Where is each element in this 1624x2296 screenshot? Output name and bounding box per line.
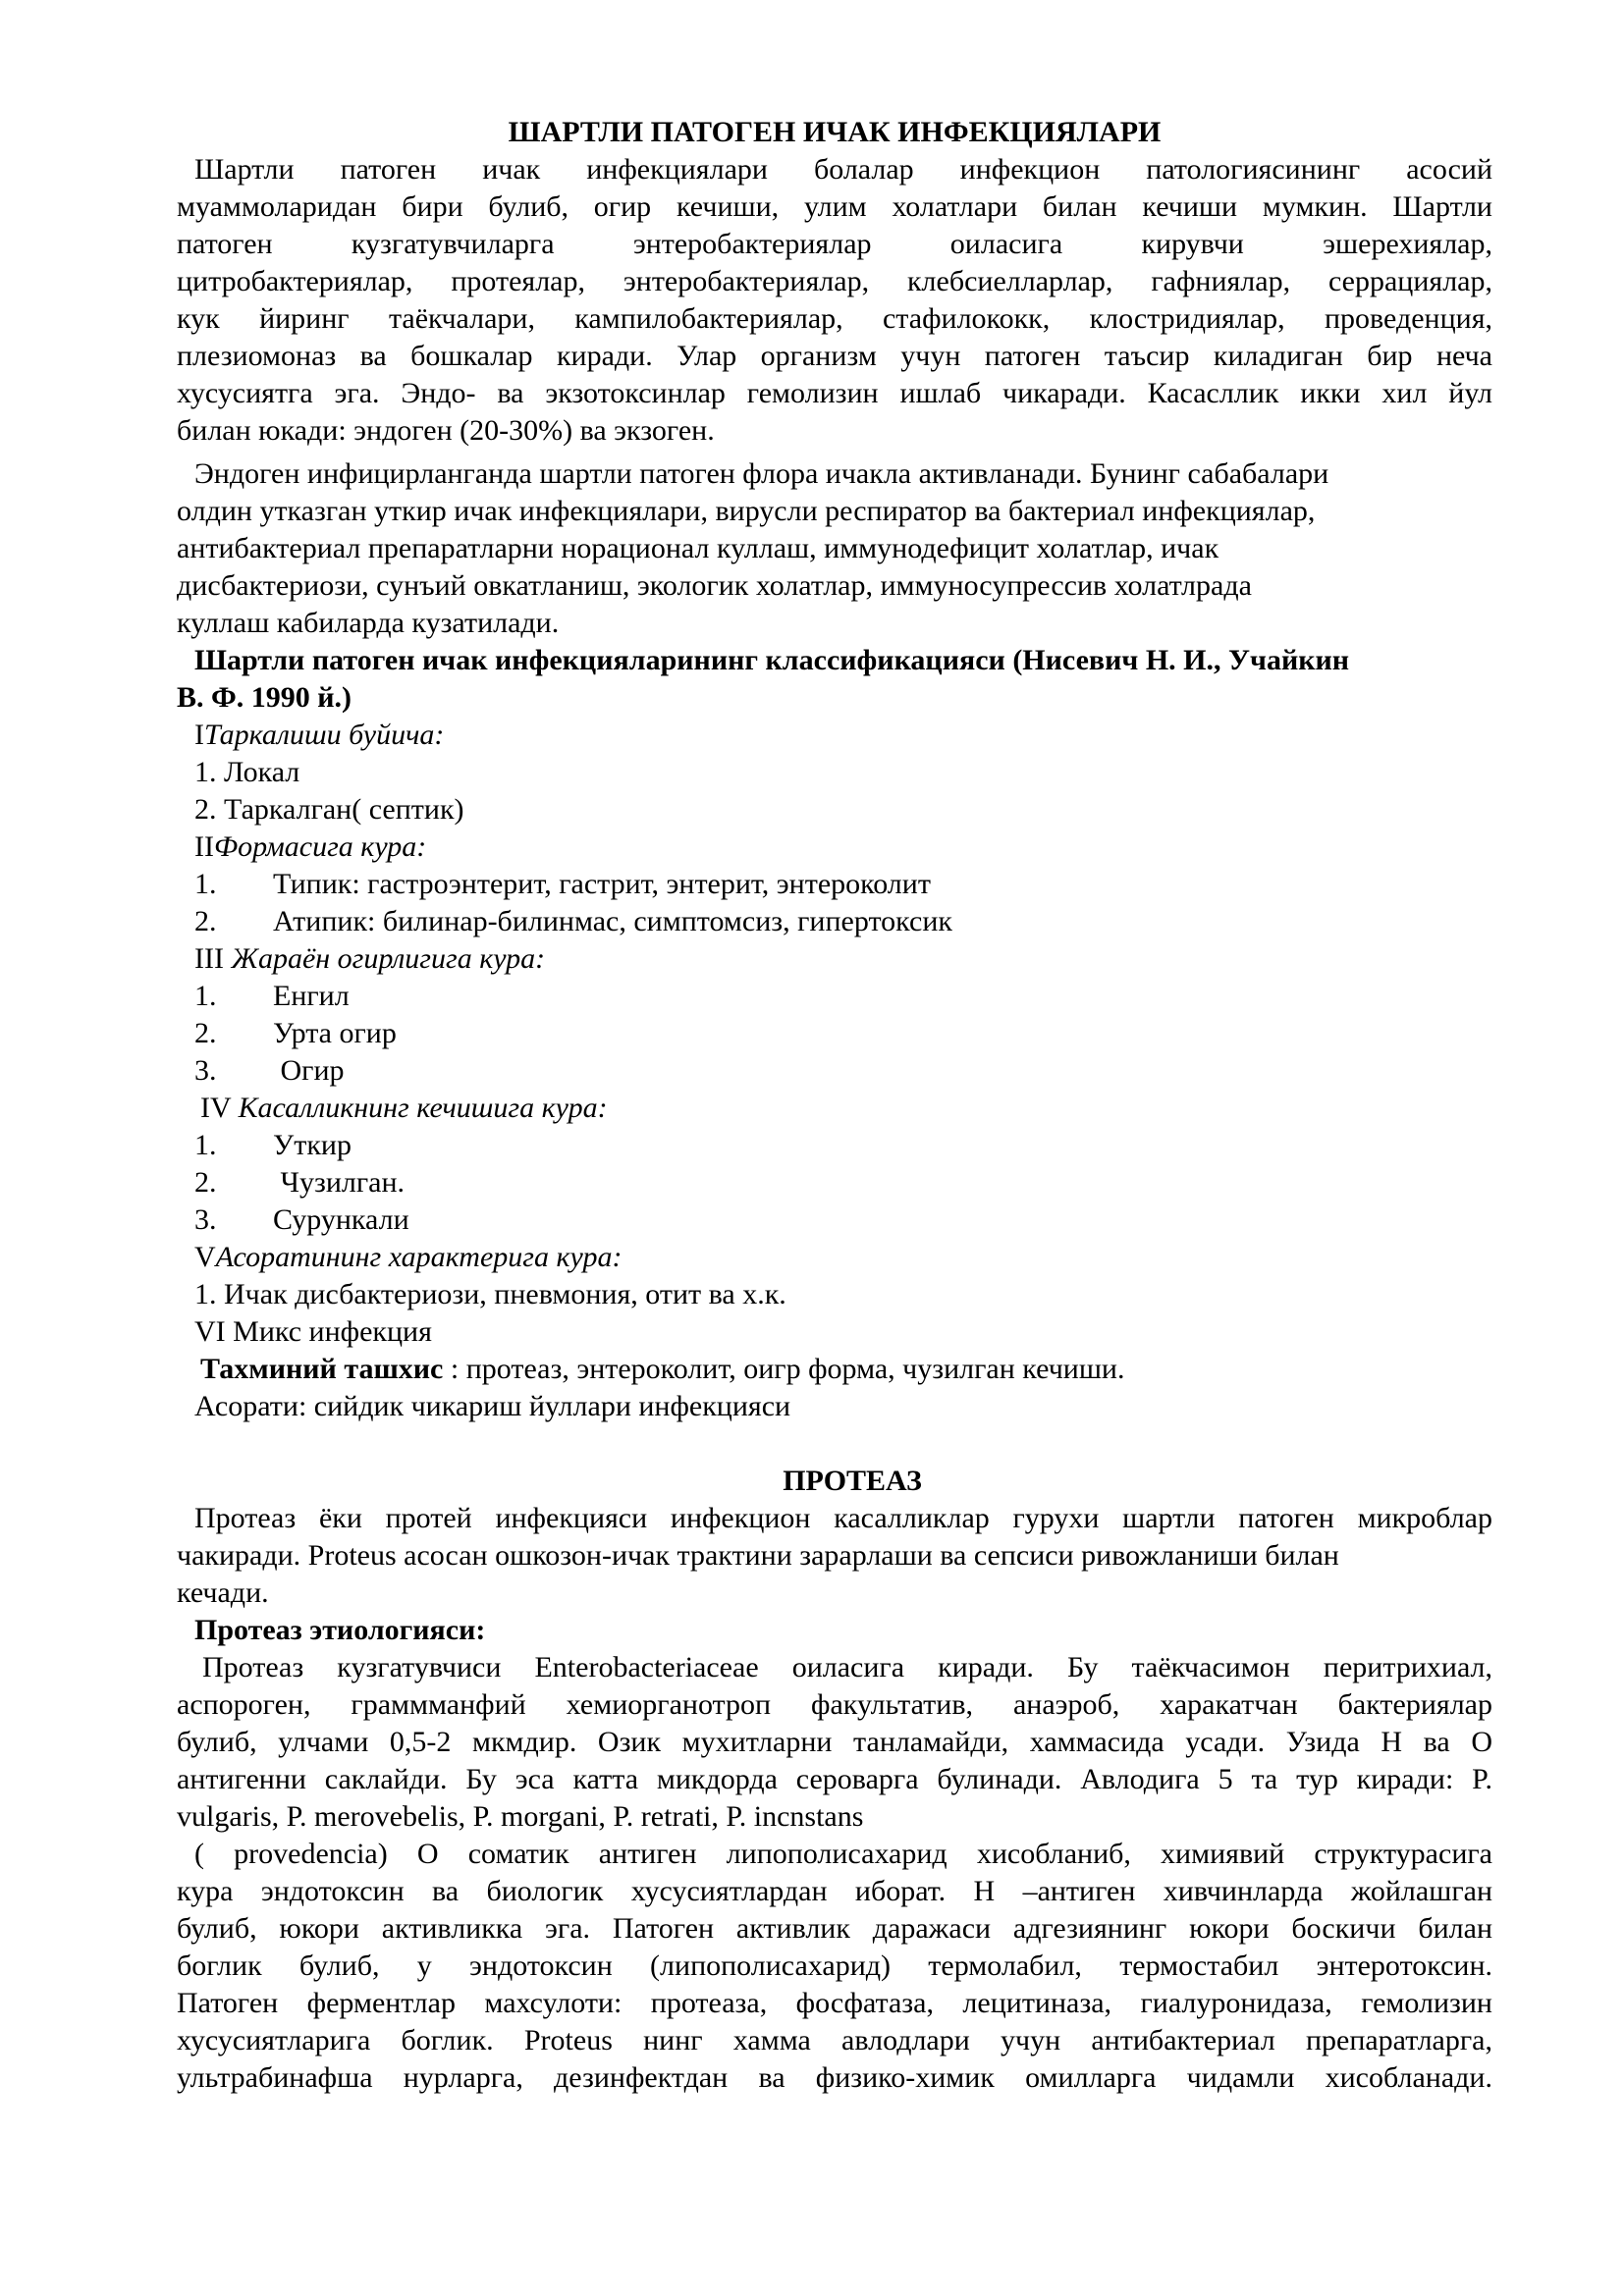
section-title: ПРОТЕАЗ	[783, 1465, 922, 1497]
paragraph-line: патоген кузгатувчиларга энтеробактериялар оиласига кирувчи эшерехиялар,	[177, 228, 1492, 260]
classification-group-heading: VАсоратининг характерига кура:	[194, 1241, 623, 1273]
paragraph-line: vulgaris, P. merovebelis, P. morgani, P. retrati, P. incnstans	[177, 1800, 864, 1833]
list-item: 2. Таркалган( септик)	[194, 793, 464, 826]
classification-heading: В. Ф. 1990 й.)	[177, 681, 352, 714]
section-title: ШАРТЛИ ПАТОГЕН ИЧАК ИНФЕКЦИЯЛАРИ	[508, 116, 1162, 148]
list-item: 1. Локал	[194, 756, 300, 788]
list-item: 1. Типик: гастроэнтерит, гастрит, энтерит, энтероколит	[194, 868, 931, 900]
list-item: 2. Чузилган.	[194, 1166, 406, 1199]
list-item: 2. Атипик: билинар-билинмас, симптомсиз, гипертоксик	[194, 905, 952, 937]
paragraph-line: дисбактериози, сунъий овкатланиш, экологик холатлар, иммуносупрессив холатлрада	[177, 569, 1252, 602]
list-item: 1. Уткир	[194, 1129, 352, 1161]
etiology-heading: Протеаз этиологияси:	[194, 1614, 486, 1646]
classification-group-heading: IIФормасига кура:	[194, 830, 427, 863]
paragraph-line: Протеаз кузгатувчиси Enterobacteriaceae оиласига киради. Бу таёкчасимон перитрихиал,	[202, 1651, 1492, 1683]
list-item: 3. Сурункали	[194, 1203, 409, 1236]
paragraph-line: ( provedencia) O соматик антиген липополисахарид хисобланиб, химиявий структурасига	[194, 1838, 1492, 1870]
paragraph-line: боглик булиб, у эндотоксин (липополисахарид) термолабил, термостабил энтеротоксин.	[177, 1949, 1492, 1982]
paragraph-line: Протеаз ёки протей инфекцияси инфекцион касалликлар гурухи шартли патоген микроблар	[194, 1502, 1492, 1534]
paragraph-line: цитробактериялар, протеялар, энтеробактериялар, клебсиелларлар, гафниялар, серрациялар,	[177, 265, 1492, 297]
paragraph-line: кечади.	[177, 1576, 269, 1609]
complication-line: Асорати: сийдик чикариш йуллари инфекцияси	[194, 1390, 791, 1422]
list-item: 3. Огир	[194, 1054, 345, 1087]
paragraph-line: олдин утказган уткир ичак инфекциялари, вирусли респиратор ва бактериал инфекциялар,	[177, 495, 1316, 527]
paragraph-line: муаммоларидан бири булиб, огир кечиши, улим холатлари билан кечиши мумкин. Шартли	[177, 190, 1492, 223]
paragraph-line: аспороген, граммманфий хемиорганотроп факультатив, анаэроб, харакатчан бактериялар	[177, 1688, 1492, 1721]
paragraph-line: плезиомоназ ва бошкалар киради. Улар организм учун патоген таъсир киладиган бир неча	[177, 340, 1492, 372]
paragraph-line: Эндоген инфицирланганда шартли патоген флора ичакла активланади. Бунинг сабабалари	[194, 457, 1329, 490]
paragraph-line: чакиради. Proteus асосан ошкозон-ичак трактини зарарлаши ва сепсиси ривожланиши билан	[177, 1539, 1339, 1572]
diagnosis-line: Тахминий ташхис : протеаз, энтероколит, оигр форма, чузилган кечиши.	[200, 1353, 1125, 1385]
classification-group-heading: III Жараён огирлигига кура:	[194, 942, 546, 975]
classification-group-heading: IТаркалиши буйича:	[194, 719, 445, 751]
paragraph-line: булиб, улчами 0,5-2 мкмдир. Озик мухитларни танламайди, хаммасида усади. Узида Н ва О	[177, 1726, 1492, 1758]
paragraph-line: Шартли патоген ичак инфекциялари болалар инфекцион патологиясининг асосий	[194, 153, 1492, 186]
paragraph-line: антибактериал препаратларни норационал куллаш, иммунодефицит холатлар, ичак	[177, 532, 1219, 564]
paragraph-line: ультрабинафша нурларга, дезинфектдан ва физико-химик омилларга чидамли хисобланади.	[177, 2061, 1492, 2094]
paragraph-line: кура эндотоксин ва биологик хусусиятлардан иборат. Н –антиген хивчинларда жойлашган	[177, 1875, 1492, 1907]
list-item: 2. Урта огир	[194, 1017, 397, 1049]
list-item: 1. Ичак дисбактериози, пневмония, отит ва х.к.	[194, 1278, 786, 1310]
paragraph-line: Патоген ферментлар махсулоти: протеаза, фосфатаза, лецитиназа, гиалуронидаза, гемолизин	[177, 1987, 1492, 2019]
classification-group-heading: IV Касалликнинг кечишига кура:	[200, 1092, 608, 1124]
paragraph-line: хусусиятларига боглик. Proteus нинг хамма авлодлари учун антибактериал препаратларга,	[177, 2024, 1492, 2056]
list-item: 1. Енгил	[194, 980, 350, 1012]
paragraph-line: куллаш кабиларда кузатилади.	[177, 607, 560, 639]
paragraph-line: антигенни саклайди. Бу эса катта микдорда сероварга булинади. Авлодига 5 та тур киради: P.	[177, 1763, 1492, 1795]
paragraph-line: билан юкади: эндоген (20-30%) ва экзоген.	[177, 414, 715, 447]
classification-heading: Шартли патоген ичак инфекцияларининг классификацияси (Нисевич Н. И., Учайкин	[194, 644, 1350, 676]
classification-group-heading: VI Микс инфекция	[194, 1315, 432, 1348]
paragraph-line: хусусиятга эга. Эндо- ва экзотоксинлар гемолизин ишлаб чикаради. Касасллик икки хил йул	[177, 377, 1492, 409]
paragraph-line: кук йиринг таёкчалари, кампилобактериялар, стафилококк, клостридиялар, проведенция,	[177, 302, 1492, 335]
paragraph-line: булиб, юкори активликка эга. Патоген активлик даражаси адгезиянинг юкори боскичи билан	[177, 1912, 1492, 1945]
